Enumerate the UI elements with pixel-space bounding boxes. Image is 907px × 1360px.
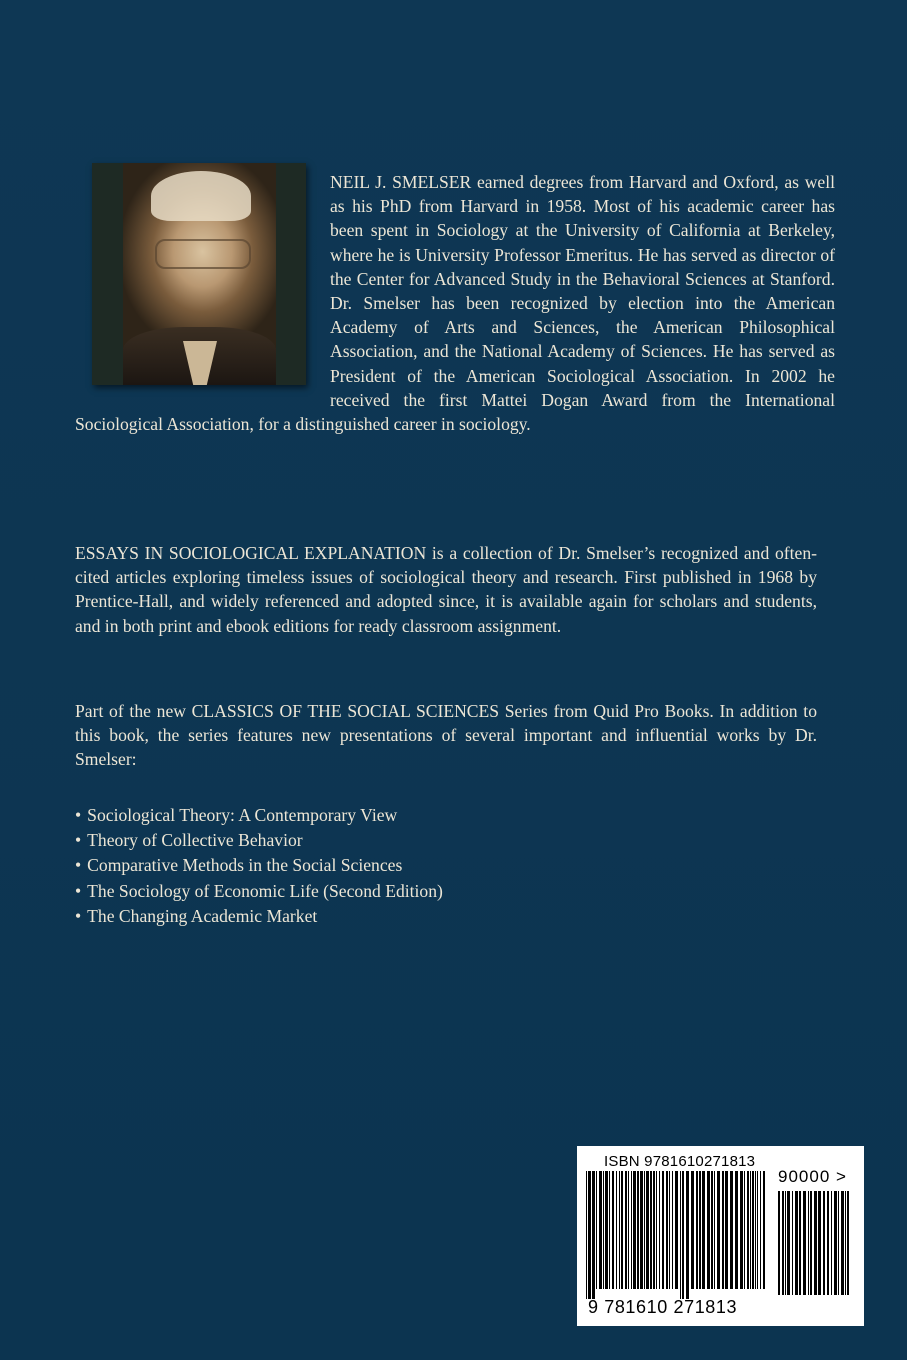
barcode-bar bbox=[628, 1171, 629, 1289]
isbn-label: ISBN 9781610271813 bbox=[604, 1153, 756, 1170]
isbn-barcode bbox=[577, 1146, 864, 1326]
barcode-bar bbox=[675, 1171, 678, 1289]
series-title: Sociological Theory: A Contemporary View bbox=[87, 805, 398, 825]
list-item bbox=[75, 803, 675, 828]
barcode-bar bbox=[711, 1171, 713, 1289]
barcode-bar bbox=[785, 1191, 786, 1295]
barcode-bar bbox=[841, 1191, 844, 1295]
list-item bbox=[75, 879, 675, 904]
barcode-bar bbox=[625, 1171, 627, 1289]
barcode-bar bbox=[810, 1191, 812, 1295]
barcode-bar bbox=[735, 1171, 738, 1289]
barcode-bar bbox=[686, 1171, 689, 1299]
barcode-bar bbox=[646, 1171, 649, 1289]
barcode-bar bbox=[831, 1191, 832, 1295]
barcode-bar bbox=[838, 1191, 839, 1295]
barcode-bar bbox=[747, 1171, 749, 1289]
barcode-bar bbox=[714, 1171, 715, 1289]
barcode-bar bbox=[650, 1171, 652, 1289]
barcode-bar bbox=[834, 1191, 837, 1295]
price-addon-label: 90000 > bbox=[778, 1167, 847, 1186]
author-photo bbox=[92, 163, 306, 385]
barcode-bar bbox=[637, 1171, 639, 1289]
barcode-bar bbox=[778, 1191, 780, 1295]
barcode-bar bbox=[640, 1171, 643, 1289]
barcode-bar bbox=[680, 1171, 681, 1299]
barcode-bar bbox=[666, 1171, 668, 1289]
barcode-bar bbox=[823, 1191, 825, 1295]
barcode-bar bbox=[752, 1171, 754, 1289]
barcode-bar bbox=[616, 1171, 617, 1289]
barcode-bar bbox=[808, 1191, 809, 1295]
bullet-icon: • bbox=[75, 905, 82, 926]
barcode-bar bbox=[599, 1171, 602, 1289]
barcode-bar bbox=[619, 1171, 620, 1289]
ean-barcode-bars bbox=[586, 1171, 768, 1299]
barcode-bar bbox=[707, 1171, 710, 1289]
barcode-bar bbox=[717, 1171, 720, 1289]
series-title: Comparative Methods in the Social Sciences bbox=[87, 855, 403, 876]
barcode-bar bbox=[725, 1171, 728, 1289]
author-portrait-image bbox=[123, 163, 276, 385]
barcode-bar bbox=[699, 1171, 701, 1289]
barcode-bar bbox=[763, 1171, 765, 1289]
bullet-icon: • bbox=[75, 880, 82, 901]
barcode-bar bbox=[803, 1191, 806, 1295]
series-title: The Sociology of Economic Life (Second Edition) bbox=[87, 880, 443, 901]
series-title: Theory of Collective Behavior bbox=[87, 830, 303, 851]
barcode-bar bbox=[656, 1171, 657, 1289]
list-item bbox=[75, 828, 675, 853]
series-title-list bbox=[75, 803, 675, 929]
barcode-bar bbox=[672, 1171, 673, 1289]
barcode-bar bbox=[633, 1171, 636, 1289]
barcode-bar bbox=[702, 1171, 705, 1289]
ean-digits: 9 781610 271813 bbox=[588, 1297, 738, 1317]
barcode-bar bbox=[631, 1171, 632, 1289]
bullet-icon: • bbox=[75, 805, 82, 825]
barcode-bar bbox=[659, 1171, 660, 1289]
barcode-bar bbox=[730, 1171, 733, 1289]
barcode-bar bbox=[682, 1171, 684, 1299]
barcode-bar bbox=[814, 1191, 817, 1295]
barcode-bar bbox=[845, 1191, 846, 1295]
barcode-bar bbox=[669, 1171, 670, 1289]
barcode-bar bbox=[740, 1171, 743, 1289]
list-item bbox=[75, 853, 675, 878]
barcode-bar bbox=[757, 1171, 758, 1289]
barcode-bar bbox=[787, 1191, 790, 1295]
barcode-bar bbox=[653, 1171, 655, 1289]
barcode-bar bbox=[827, 1191, 829, 1295]
barcode-bar bbox=[722, 1171, 724, 1289]
barcode-bar bbox=[795, 1191, 798, 1295]
barcode-bar bbox=[612, 1171, 614, 1289]
barcode-bar bbox=[696, 1171, 698, 1289]
series-title: The Changing Academic Market bbox=[87, 905, 318, 926]
barcode-bar bbox=[621, 1171, 623, 1289]
barcode-bar bbox=[760, 1171, 761, 1289]
addon-barcode-bars bbox=[778, 1191, 850, 1299]
author-bio-text: earned degrees from Harvard and Oxford, as well as his PhD from Harvard in 1958. Most of his academic career has been spent in Sociology at the University of California at Berkeley, where he is University Professor Emeritus. He has served as director of the Center for Advanced Study in the Behavioral Sciences at Stanford. Dr. Smelser has been recognized by election into the American Academy of Arts and Sciences, the American Philosophical Association, and the National Academy of Sciences. He has served as President of the American Sociological Association. In 2002 he received the first Mattei Dogan Award from the International Sociological Association, for a distinguished career in sociology. bbox=[75, 172, 836, 435]
barcode-bar bbox=[744, 1171, 745, 1289]
barcode-bar bbox=[603, 1171, 604, 1289]
barcode-bar bbox=[750, 1171, 751, 1289]
barcode-bar bbox=[818, 1191, 821, 1295]
barcode-bar bbox=[586, 1171, 587, 1299]
barcode-bar bbox=[782, 1191, 784, 1295]
author-name: NEIL J. SMELSER bbox=[330, 172, 472, 192]
series-intro: Part of the new CLASSICS OF THE SOCIAL SCIENCES Series from Quid Pro Books. In addition to this book, the series features new presentations of several important and influential works by Dr. Smelser: bbox=[75, 701, 817, 770]
barcode-bar bbox=[799, 1191, 801, 1295]
barcode-bar bbox=[596, 1171, 597, 1289]
list-item bbox=[75, 904, 675, 929]
author-bio bbox=[75, 170, 835, 436]
barcode-bar bbox=[605, 1171, 608, 1289]
bullet-icon: • bbox=[75, 855, 82, 876]
bullet-icon: • bbox=[75, 830, 82, 851]
barcode-bar bbox=[662, 1171, 664, 1289]
barcode-bar bbox=[609, 1171, 610, 1289]
barcode-bar bbox=[847, 1191, 849, 1295]
barcode-bar bbox=[592, 1171, 595, 1299]
barcode-bar bbox=[755, 1171, 756, 1289]
barcode-bar bbox=[588, 1171, 591, 1299]
barcode-bar bbox=[644, 1171, 645, 1289]
barcode-bar bbox=[792, 1191, 793, 1295]
barcode-bar bbox=[691, 1171, 694, 1289]
book-description: ESSAYS IN SOCIOLOGICAL EXPLANATION is a collection of Dr. Smelser’s recognized and often-cited articles exploring timeless issues of sociological theory and research. First published in 1968 by Prentice-Hall, and widely referenced and adopted since, it is available again for scholars and students, and in both print and ebook editions for ready classroom assignment. bbox=[75, 543, 817, 636]
